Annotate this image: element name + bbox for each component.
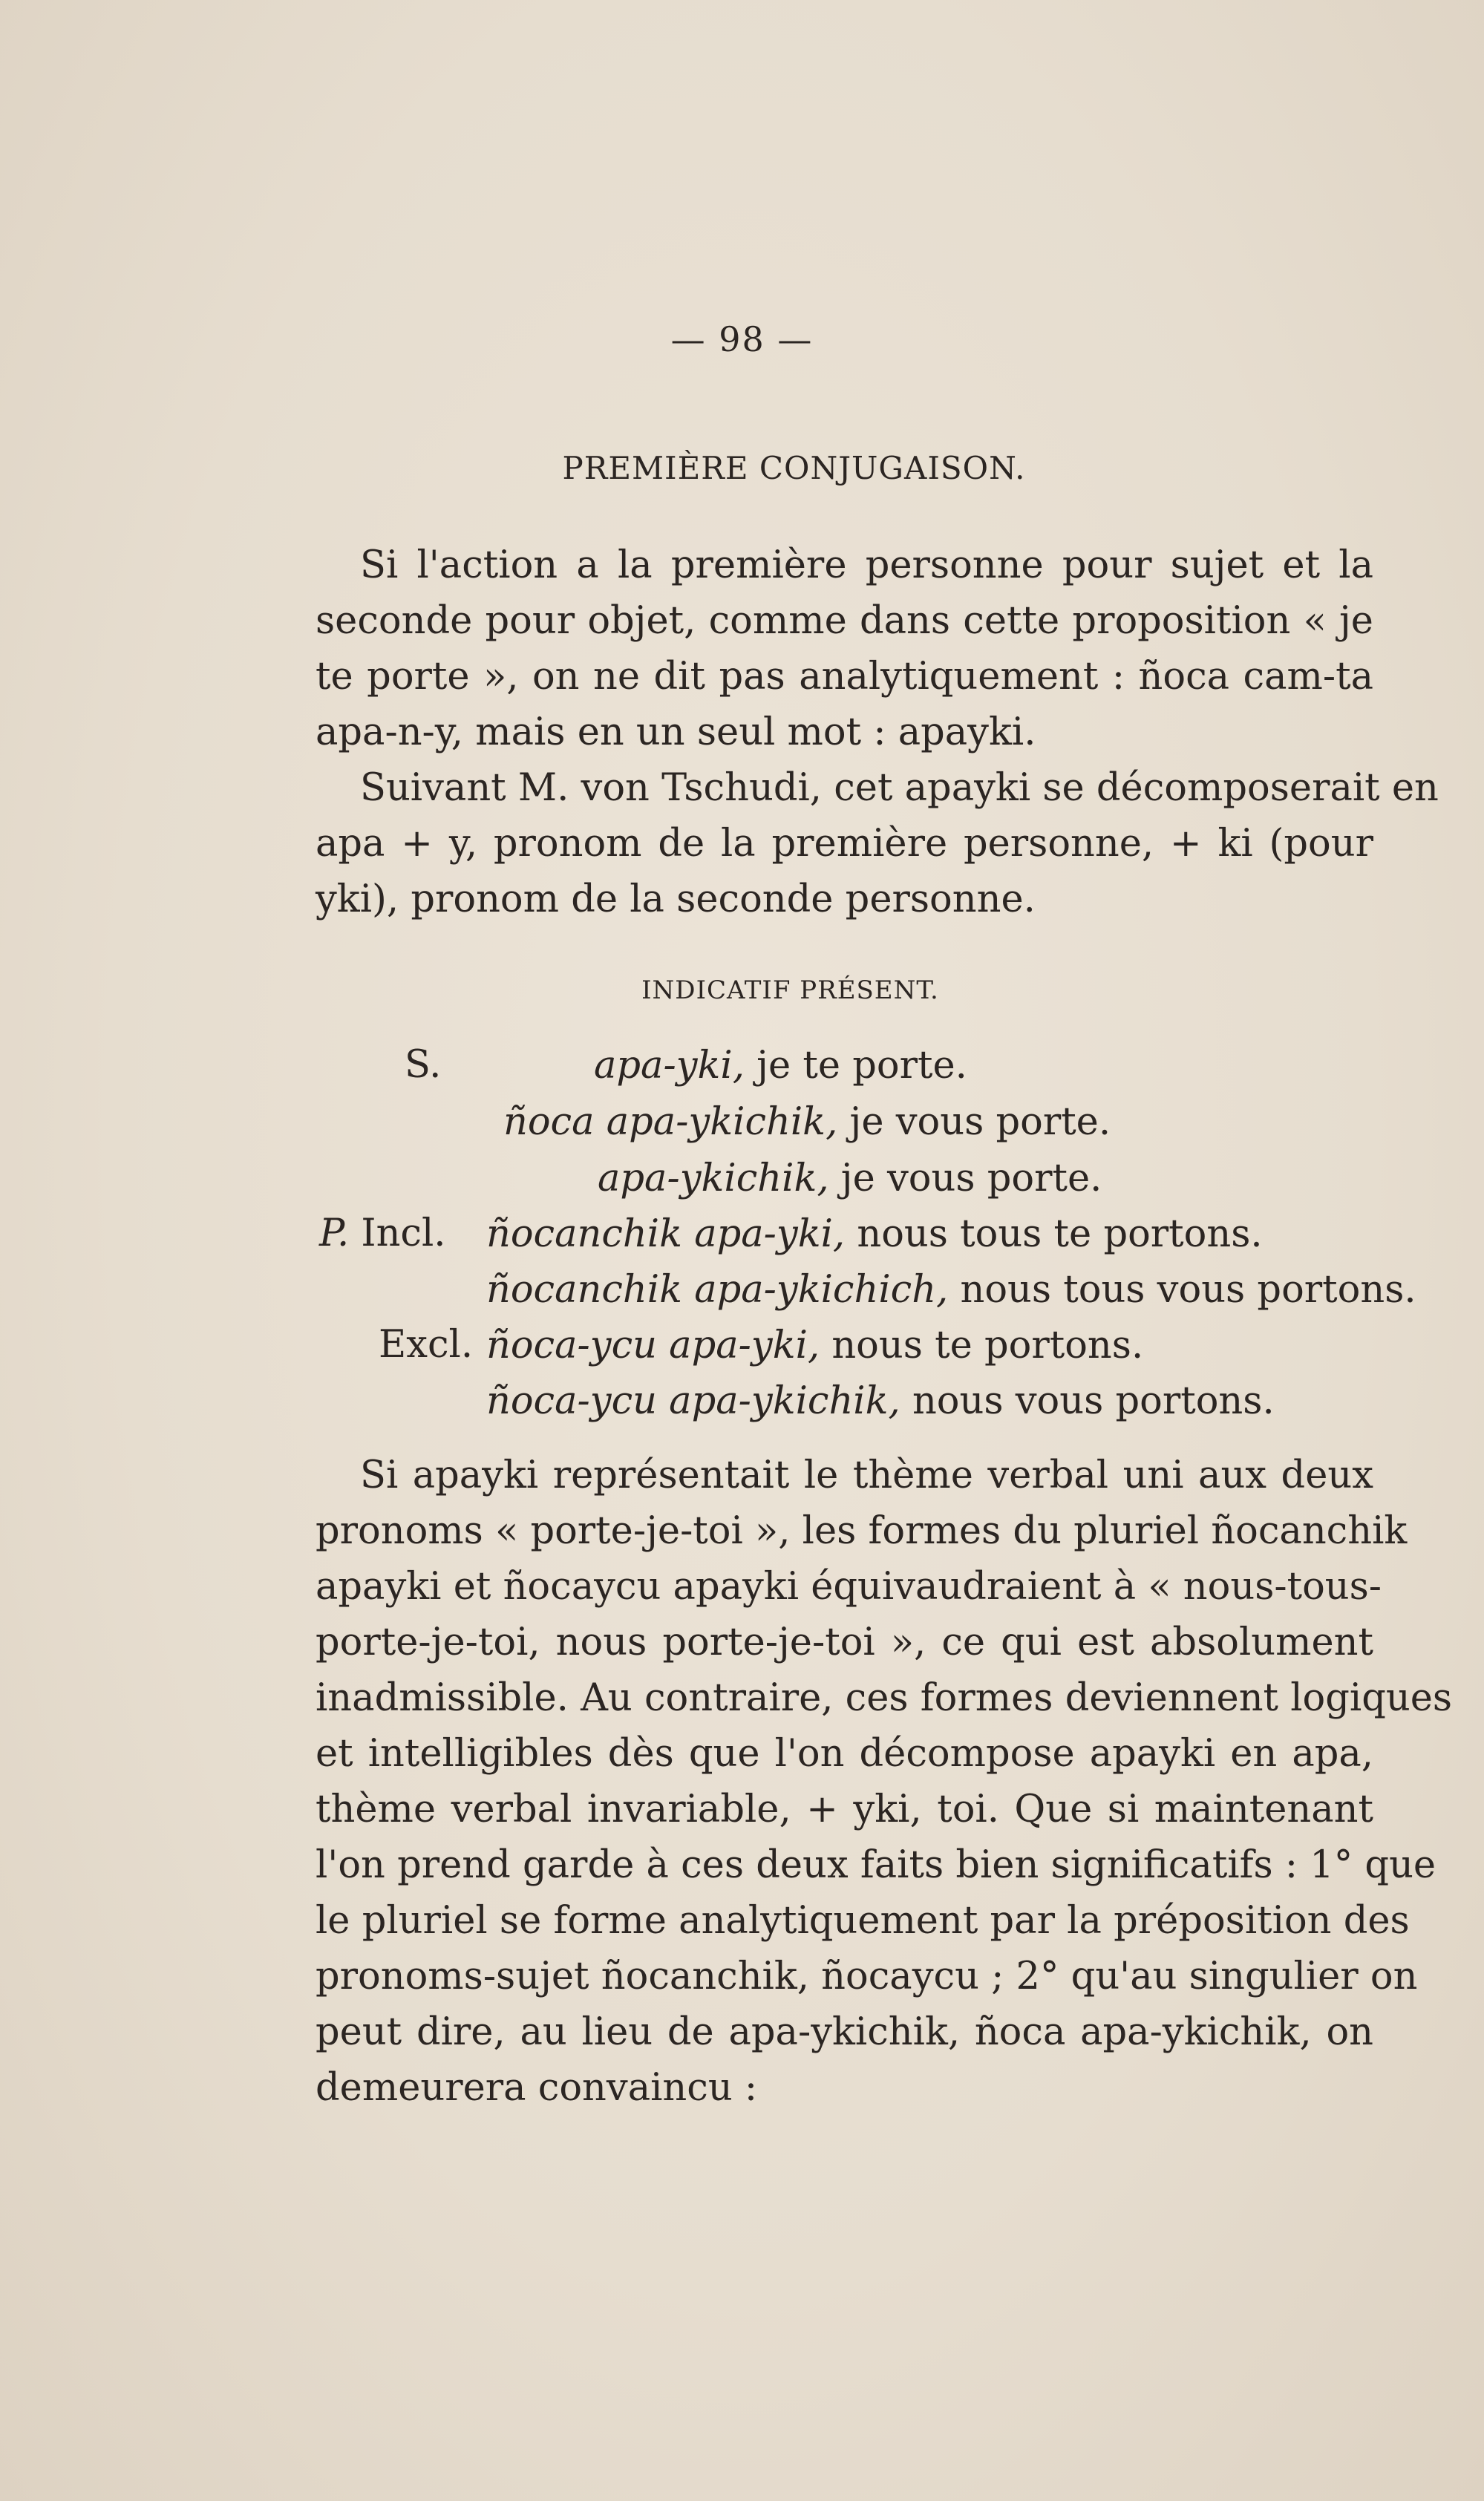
paragraph-line: seconde pour objet, comme dans cette proposition « je	[316, 599, 1373, 643]
conj-gloss: nous tous vous portons.	[948, 1268, 1416, 1312]
paragraph-line: Si l'action a la première personne pour sujet et la	[360, 543, 1373, 587]
paragraph-line: inadmissible. Au contraire, ces formes deviennent logiques	[316, 1676, 1453, 1720]
paragraph-line: pronoms-sujet ñocanchik, ñocaycu ; 2° qu'au singulier on	[316, 1955, 1418, 1998]
paragraph-line: l'on prend garde à ces deux faits bien significatifs : 1° que	[316, 1843, 1436, 1887]
section-title: PREMIÈRE CONJUGAISON.	[562, 450, 1026, 486]
paragraph-line: yki), pronom de la seconde personne.	[316, 877, 1036, 921]
conjugation-row	[486, 1262, 1416, 1318]
conjugation-row	[486, 1206, 1263, 1262]
conjugation-row	[486, 1318, 1143, 1373]
conjugation-row	[598, 1151, 1102, 1206]
subheading-indicatif: INDICATIF PRÉSENT.	[641, 975, 939, 1005]
paragraph-line: apa-n-y, mais en un seul mot : apayki.	[316, 710, 1036, 754]
conj-gloss: je vous porte.	[828, 1157, 1102, 1200]
label-singular: S.	[405, 1043, 442, 1087]
conj-form: apa-yki,	[594, 1044, 745, 1088]
paragraph-line: et intelligibles dès que l'on décompose apayki en apa,	[316, 1732, 1373, 1776]
page-number: — 98 —	[670, 319, 814, 359]
conjugation-row	[594, 1038, 967, 1093]
paragraph-line: pronoms « porte-je-toi », les formes du pluriel ñocanchik	[316, 1509, 1408, 1553]
paragraph-1	[316, 537, 1373, 760]
label-plural: P. Incl.	[319, 1212, 446, 1255]
conj-gloss: je vous porte.	[837, 1100, 1111, 1144]
paragraph-line: demeurera convaincu :	[316, 2066, 758, 2110]
paragraph-line: Suivant M. von Tschudi, cet apayki se décomposerait en	[360, 766, 1439, 810]
paragraph-line: apa + y, pronom de la première personne, + ki (pour	[316, 822, 1373, 866]
conj-gloss: nous vous portons.	[900, 1379, 1275, 1423]
conjugation-row	[503, 1094, 1111, 1150]
conj-form: ñocanchik apa-yki,	[486, 1212, 846, 1256]
paragraph-line: thème verbal invariable, + yki, toi. Que si maintenant	[316, 1788, 1373, 1831]
conj-gloss: nous te portons.	[820, 1324, 1144, 1367]
paragraph-line: peut dire, au lieu de apa-ykichik, ñoca apa-ykichik, on	[316, 2010, 1373, 2054]
paragraph-2	[316, 760, 1439, 927]
label-exclusive: Excl.	[379, 1323, 474, 1367]
conj-form: ñoca-ycu apa-ykichik,	[486, 1379, 900, 1423]
conjugation-row	[486, 1373, 1275, 1429]
conj-form: apa-ykichik,	[598, 1157, 829, 1200]
paragraph-3	[316, 1448, 1453, 2116]
paragraph-line: Si apayki représentait le thème verbal uni aux deux	[360, 1454, 1373, 1497]
paragraph-line: le pluriel se forme analytiquement par la préposition des	[316, 1899, 1410, 1943]
conj-form: ñocanchik apa-ykichich,	[486, 1268, 949, 1312]
paragraph-line: apayki et ñocaycu apayki équivaudraient à « nous-tous-	[316, 1565, 1382, 1609]
paragraph-line: porte-je-toi, nous porte-je-toi », ce qui est absolument	[316, 1621, 1373, 1664]
conj-form: ñoca-ycu apa-yki,	[486, 1324, 820, 1367]
conj-form: ñoca apa-ykichik,	[503, 1100, 838, 1144]
paragraph-line: te porte », on ne dit pas analytiquement : ñoca cam-ta	[316, 655, 1373, 699]
conj-gloss: je te porte.	[744, 1044, 967, 1088]
conj-gloss: nous tous te portons.	[845, 1212, 1263, 1256]
